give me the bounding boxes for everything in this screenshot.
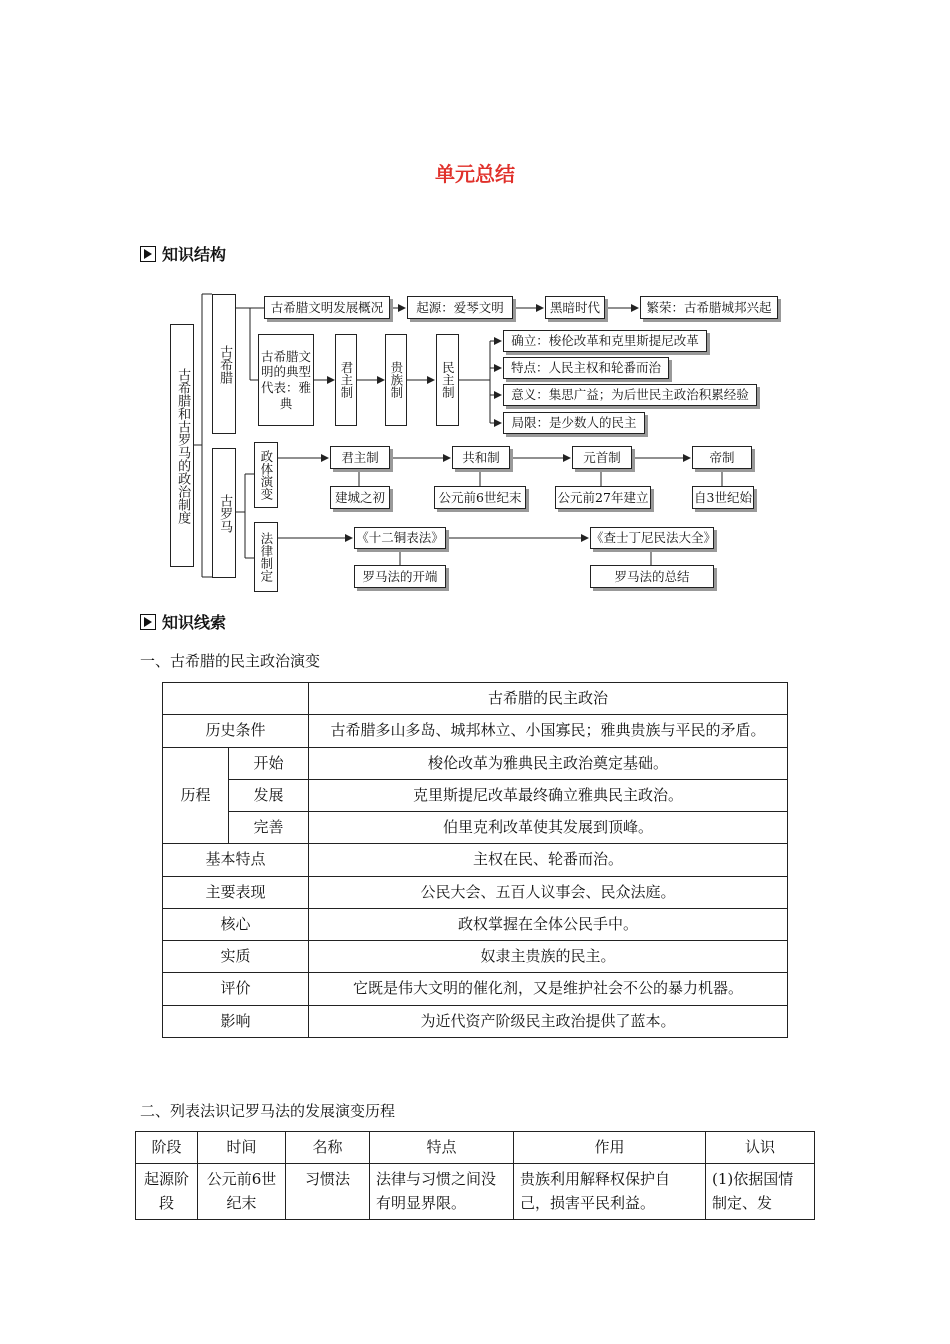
table-cell: 发展 (229, 779, 309, 811)
table-row (163, 876, 788, 908)
table-cell: 完善 (229, 812, 309, 844)
table-row (163, 779, 788, 811)
table-row (163, 941, 788, 973)
table-row (163, 715, 788, 747)
table-cell: 政权掌握在全体公民手中。 (309, 908, 788, 940)
athens-democracy-node: 民主制 (436, 334, 459, 426)
part2-heading: 二、列表法识记罗马法的发展演变历程 (140, 1102, 396, 1120)
table-cell: 历史条件 (163, 715, 309, 747)
table-cell: 开始 (229, 747, 309, 779)
justinian-code-node: 《查士丁尼民法大全》 (590, 527, 714, 549)
table-cell: 评价 (163, 973, 309, 1005)
section-heading-clues-label: 知识线索 (162, 613, 227, 632)
root-node: 古希腊和古罗马的政治制度 (170, 324, 194, 567)
table-cell: 古希腊多山多岛、城邦林立、小国寡民；雅典贵族与平民的矛盾。 (309, 715, 788, 747)
athens-aristocracy-node: 贵族制 (385, 334, 407, 426)
democracy-item-establishment: 确立：梭伦改革和克里斯提尼改革 (503, 330, 707, 352)
rome-empire-node: 帝制 (692, 446, 752, 469)
table-cell: 公元前6世纪末 (198, 1164, 286, 1220)
section-heading-clues (140, 610, 226, 633)
rome-government-node: 政体演变 (254, 442, 278, 508)
table-row (163, 747, 788, 779)
table-header: 时间 (198, 1132, 286, 1164)
rome-law-node: 法律制定 (254, 522, 278, 592)
table-cell: 实质 (163, 941, 309, 973)
table-row (163, 908, 788, 940)
table-cell: 法律与习惯之间没有明显界限。 (370, 1164, 514, 1220)
greece-overview-node: 古希腊文明发展概况 (264, 296, 390, 319)
table-cell: 奴隶主贵族的民主。 (309, 941, 788, 973)
play-icon (140, 614, 156, 630)
table-row (163, 844, 788, 876)
twelve-tables-node: 《十二铜表法》 (354, 527, 446, 549)
greece-chain-node-origin: 起源：爱琴文明 (407, 296, 513, 319)
table-row (163, 812, 788, 844)
democracy-item-limitation: 局限：是少数人的民主 (503, 412, 645, 434)
athens-monarchy-node: 君主制 (335, 334, 357, 426)
rome-monarchy-time: 建城之初 (330, 486, 390, 509)
table-cell: 为近代资产阶级民主政治提供了蓝本。 (309, 1005, 788, 1037)
table-cell: 伯里克利改革使其发展到顶峰。 (309, 812, 788, 844)
table-header: 名称 (286, 1132, 370, 1164)
table-cell (163, 683, 309, 715)
table-header: 阶段 (136, 1132, 198, 1164)
table-cell: 基本特点 (163, 844, 309, 876)
greece-node: 古希腊 (212, 294, 236, 434)
greek-democracy-table (162, 682, 788, 1038)
table-cell: 主权在民、轮番而治。 (309, 844, 788, 876)
table-header: 特点 (370, 1132, 514, 1164)
table-cell: 核心 (163, 908, 309, 940)
section-heading-structure-label: 知识结构 (162, 245, 227, 264)
roman-law-beginning-node: 罗马法的开端 (354, 565, 446, 588)
table-row (163, 683, 788, 715)
rome-principate-node: 元首制 (572, 446, 632, 469)
greece-chain-node-prosperity: 繁荣：古希腊城邦兴起 (640, 296, 778, 319)
table-header: 认识 (706, 1132, 815, 1164)
table-header-row (136, 1132, 815, 1164)
table-row (163, 973, 788, 1005)
table-cell: 历程 (163, 747, 229, 844)
rome-republic-node: 共和制 (452, 446, 510, 469)
roman-law-summary-node: 罗马法的总结 (590, 565, 714, 588)
table-cell: 影响 (163, 1005, 309, 1037)
table-row (163, 1005, 788, 1037)
page-title: 单元总结 (435, 162, 515, 186)
table-cell: 克里斯提尼改革最终确立雅典民主政治。 (309, 779, 788, 811)
rome-monarchy-node: 君主制 (330, 446, 390, 469)
table-cell: 它既是伟大文明的催化剂，又是维护社会不公的暴力机器。 (309, 973, 788, 1005)
table-cell: 主要表现 (163, 876, 309, 908)
table-row (136, 1164, 815, 1220)
table-header: 作用 (514, 1132, 706, 1164)
rome-principate-time: 公元前27年建立 (555, 486, 651, 509)
roman-law-table (135, 1131, 815, 1220)
athens-node: 古希腊文明的典型代表：雅典 (258, 334, 314, 426)
rome-empire-time: 自3世纪始 (692, 486, 754, 509)
part1-heading: 一、古希腊的民主政治演变 (140, 652, 321, 670)
democracy-item-significance: 意义：集思广益；为后世民主政治积累经验 (503, 384, 757, 406)
table-cell: 起源阶段 (136, 1164, 198, 1220)
rome-republic-time: 公元前6世纪末 (434, 486, 526, 509)
greece-chain-node-dark-age: 黑暗时代 (545, 296, 605, 319)
table-cell: 习惯法 (286, 1164, 370, 1220)
table-cell: (1)依据国情制定、发 (706, 1164, 815, 1220)
table-header: 古希腊的民主政治 (309, 683, 788, 715)
table-cell: 贵族利用解释权保护自己，损害平民利益。 (514, 1164, 706, 1220)
table-cell: 梭伦改革为雅典民主政治奠定基础。 (309, 747, 788, 779)
rome-node: 古罗马 (212, 448, 236, 578)
table-cell: 公民大会、五百人议事会、民众法庭。 (309, 876, 788, 908)
democracy-item-feature: 特点：人民主权和轮番而治 (503, 357, 669, 379)
